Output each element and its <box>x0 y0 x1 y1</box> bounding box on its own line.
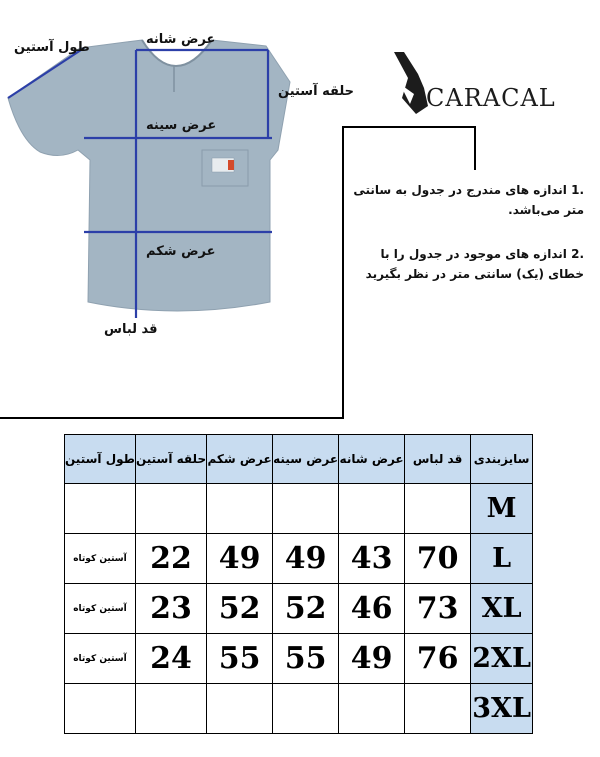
label-belly-width: عرض شکم <box>146 244 216 259</box>
cell-size: L <box>471 534 533 584</box>
note-2-text: اندازه های موجود در جدول را با خطای (یک) سانتی متر در نظر بگیرید <box>365 247 584 281</box>
cell-shoulder-width <box>339 684 405 734</box>
cell-shoulder-width: 49 <box>339 634 405 684</box>
cell-size: M <box>471 484 533 534</box>
label-shoulder-width: عرض شانه <box>146 32 216 47</box>
table-row <box>65 534 533 584</box>
note-1-text: اندازه های مندرج در جدول به سانتی متر می‌باشد. <box>353 183 584 217</box>
cell-belly-width: 55 <box>207 634 273 684</box>
cell-garment-length <box>405 484 471 534</box>
label-armhole: حلقه آستین <box>278 84 354 99</box>
header-shoulder-width: عرض شانه <box>339 435 405 484</box>
cell-chest-width: 52 <box>273 584 339 634</box>
cell-shoulder-width <box>339 484 405 534</box>
note-2 <box>344 244 584 284</box>
cell-armhole <box>135 684 206 734</box>
header-garment-length: قد لباس <box>405 435 471 484</box>
header-armhole: حلقه آستین <box>135 435 206 484</box>
cell-armhole: 22 <box>135 534 206 584</box>
table-row <box>65 684 533 734</box>
note-1 <box>344 180 584 220</box>
label-garment-length: قد لباس <box>104 322 158 337</box>
cell-shoulder-width: 43 <box>339 534 405 584</box>
brand-name: CARACAL <box>426 84 556 112</box>
cell-garment-length: 70 <box>405 534 471 584</box>
cell-shoulder-width: 46 <box>339 584 405 634</box>
cell-garment-length: 76 <box>405 634 471 684</box>
cell-sleeve-length: آستین کوتاه <box>65 584 136 634</box>
table-row <box>65 584 533 634</box>
table-row <box>65 634 533 684</box>
header-size: سایزبندی <box>471 435 533 484</box>
note-2-number: .2 <box>571 247 584 261</box>
cell-garment-length: 73 <box>405 584 471 634</box>
cell-armhole <box>135 484 206 534</box>
header-belly-width: عرض شکم <box>207 435 273 484</box>
cell-sleeve-length <box>65 684 136 734</box>
cell-belly-width: 49 <box>207 534 273 584</box>
cell-chest-width <box>273 684 339 734</box>
cell-belly-width <box>207 684 273 734</box>
cell-sleeve-length: آستین کوتاه <box>65 634 136 684</box>
cell-size: 3XL <box>471 684 533 734</box>
label-sleeve-length: طول آستین <box>14 40 90 55</box>
size-table <box>64 434 533 734</box>
header-sleeve-length: طول آستین <box>65 435 136 484</box>
cell-sleeve-length: آستین کوتاه <box>65 534 136 584</box>
cell-armhole: 24 <box>135 634 206 684</box>
note-1-number: .1 <box>571 183 584 197</box>
table-row <box>65 484 533 534</box>
cell-size: XL <box>471 584 533 634</box>
header-chest-width: عرض سینه <box>273 435 339 484</box>
cell-chest-width: 55 <box>273 634 339 684</box>
cell-garment-length <box>405 684 471 734</box>
cell-belly-width <box>207 484 273 534</box>
cell-armhole: 23 <box>135 584 206 634</box>
cell-chest-width: 49 <box>273 534 339 584</box>
label-chest-width: عرض سینه <box>146 118 217 133</box>
cell-belly-width: 52 <box>207 584 273 634</box>
table-header-row <box>65 435 533 484</box>
cell-sleeve-length <box>65 484 136 534</box>
cell-chest-width <box>273 484 339 534</box>
cell-size: 2XL <box>471 634 533 684</box>
